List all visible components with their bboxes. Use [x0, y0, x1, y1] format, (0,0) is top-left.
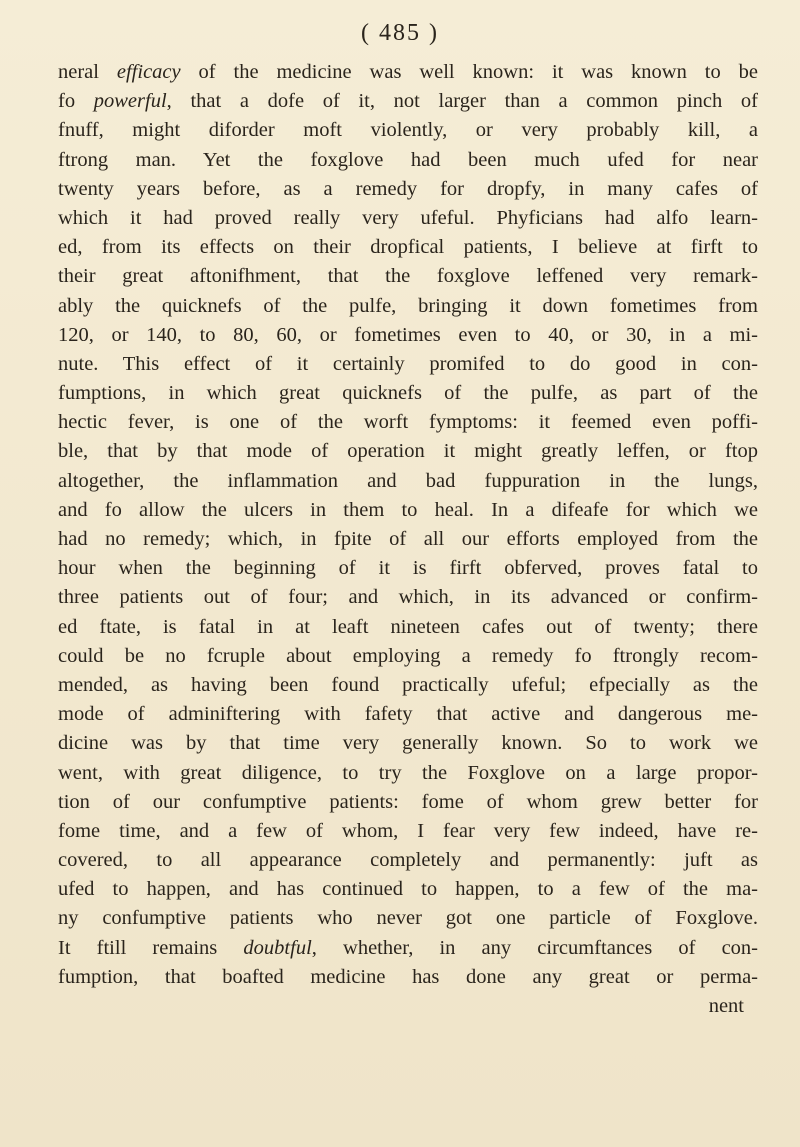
text-line [58, 146, 758, 175]
text-line [58, 875, 758, 904]
text-run: nute. This effect of it certainly promifed to do good in con- [58, 352, 758, 375]
text-line [58, 204, 758, 233]
text-run: ny confumptive patients who never got one particle of Foxglove. [58, 907, 758, 930]
text-run: ed ftate, is fatal in at leaft nineteen cafes out of twenty; there [58, 615, 758, 638]
text-run: It ftill remains [58, 936, 244, 959]
body-text [58, 58, 758, 1021]
text-line [58, 233, 758, 262]
text-line [58, 904, 758, 933]
text-run: their great aftonifhment, that the foxglove leffened very remark- [58, 265, 758, 288]
text-run: tion of our confumptive patients: fome of whom grew better for [58, 790, 758, 813]
text-run: had no remedy; which, in fpite of all our efforts employed from the [58, 528, 758, 550]
text-run: of the medicine was well known: it was known to be [180, 61, 758, 83]
text-run: , whether, in any circumftances of con- [311, 936, 758, 959]
text-run: covered, to all appearance completely and permanently: juft as [58, 849, 758, 872]
text-line [58, 583, 758, 612]
text-run: hectic fever, is one of the worft fymptoms: it feemed even poffi- [58, 411, 758, 434]
text-run: , that a dofe of it, not larger than a common pinch of [166, 90, 758, 113]
text-line [58, 437, 758, 466]
text-run: ble, that by that mode of operation it might greatly leffen, or ftop [58, 440, 758, 463]
text-line [58, 554, 758, 583]
text-run: fnuff, might diforder moft violently, or very probably kill, a [58, 119, 758, 142]
text-line [58, 262, 758, 291]
text-line [58, 788, 758, 817]
text-run: three patients out of four; and which, in its advanced or confirm- [58, 586, 758, 609]
text-line [58, 759, 758, 788]
text-run: ed, from its effects on their dropfical patients, I believe at firft to [58, 236, 758, 259]
text-run: fumption, that boafted medicine has done any great or perma- [58, 965, 758, 988]
text-line [58, 175, 758, 204]
text-line [58, 671, 758, 700]
text-line [58, 496, 758, 525]
text-line [58, 87, 758, 116]
text-line [58, 934, 758, 963]
text-line [58, 58, 758, 87]
text-run: altogether, the inflammation and bad fuppuration in the lungs, [58, 469, 758, 492]
text-run: hour when the beginning of it is firft obferved, proves fatal to [58, 557, 758, 580]
text-line [58, 379, 758, 408]
text-run: could be no fcruple about employing a remedy fo ftrongly recom- [58, 644, 758, 667]
text-run: dicine was by that time very generally known. So to work we [58, 732, 758, 755]
text-run: mode of adminiftering with fafety that active and dangerous me- [58, 703, 758, 726]
text-line [58, 350, 758, 379]
text-line [58, 992, 758, 1021]
text-line [58, 467, 758, 496]
italic-text: powerful [93, 90, 167, 113]
text-run: twenty years before, as a remedy for dropfy, in many cafes of [58, 177, 758, 200]
text-run: fo [58, 90, 94, 113]
text-line [58, 525, 758, 554]
text-line [58, 963, 758, 992]
page-number: ( 485 ) [361, 20, 439, 46]
text-line [58, 700, 758, 729]
text-run: fumptions, in which great quicknefs of the pulfe, as part of the [58, 382, 758, 405]
text-line [58, 642, 758, 671]
text-run: fome time, and a few of whom, I fear very few indeed, have re- [58, 819, 758, 842]
text-line [58, 613, 758, 642]
text-run: nent [708, 995, 744, 1017]
text-line [58, 729, 758, 758]
text-run: ably the quicknefs of the pulfe, bringing it down fometimes from [58, 294, 758, 317]
text-run: went, with great diligence, to try the Foxglove on a large propor- [58, 761, 758, 784]
text-line [58, 846, 758, 875]
text-line [58, 292, 758, 321]
text-line [58, 321, 758, 350]
text-run: and fo allow the ulcers in them to heal. In a difeafe for which we [58, 498, 758, 521]
text-line [58, 817, 758, 846]
italic-text: doubtful [243, 936, 312, 959]
text-run: ftrong man. Yet the foxglove had been much ufed for near [58, 148, 758, 171]
italic-text: efficacy [116, 61, 181, 83]
text-line [58, 408, 758, 437]
text-run: mended, as having been found practically ufeful; efpecially as the [58, 673, 758, 696]
text-run: neral [58, 61, 117, 83]
text-run: which it had proved really very ufeful. Phyficians had alfo learn- [58, 206, 758, 229]
text-run: ufed to happen, and has continued to happen, to a few of the ma- [58, 878, 758, 901]
text-run: 120, or 140, to 80, 60, or fometimes even to 40, or 30, in a mi- [58, 323, 758, 346]
text-line [58, 116, 758, 145]
